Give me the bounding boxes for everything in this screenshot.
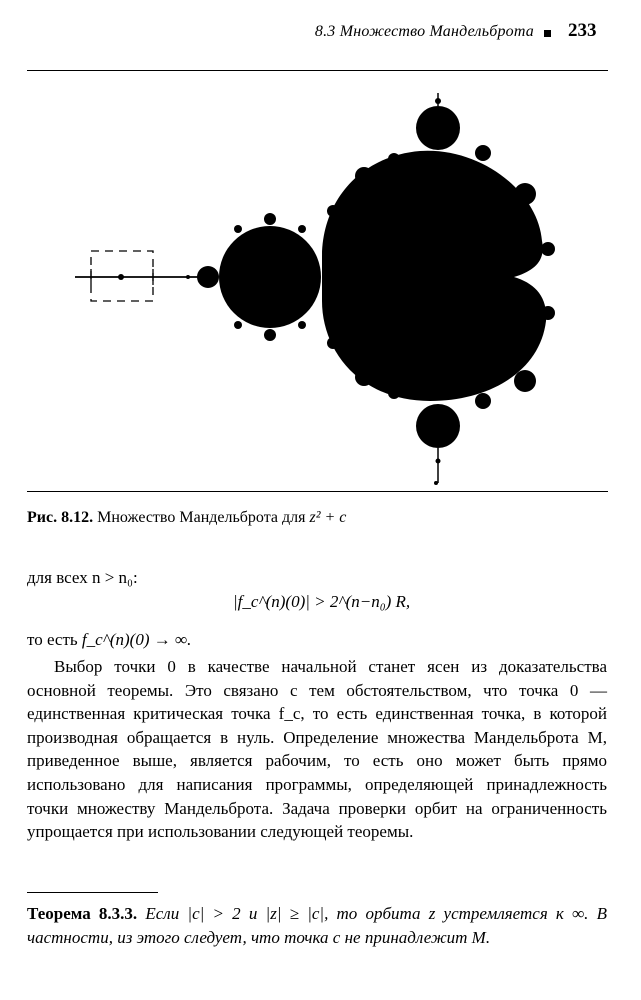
left-bulb	[197, 266, 219, 288]
tends-line	[27, 628, 191, 652]
period-2-bulb	[219, 226, 321, 328]
header-bullet	[544, 30, 551, 37]
figure-caption	[27, 509, 346, 527]
theorem-block	[27, 902, 607, 949]
top-bulb	[416, 106, 460, 150]
running-title: 8.3 Множество Мандельброта	[314, 23, 534, 40]
caption-math: z² + c	[309, 509, 347, 526]
theorem-rule	[27, 892, 158, 893]
bottom-bulb	[416, 404, 460, 448]
caption-label: Рис. 8.12.	[27, 509, 94, 526]
theorem-label: Теорема 8.3.3.	[27, 904, 138, 923]
figure-bottom-rule	[27, 491, 608, 492]
page-header	[0, 20, 641, 50]
mandelbrot-plot	[0, 71, 641, 491]
tends-prefix: то есть	[27, 630, 78, 649]
body-paragraph: Выбор точки 0 в качестве начальной станет ясен из доказательства основной теоремы. Это связано с тем обстоятельством, что точка 0 — единственная критическая точка f_c, то есть единственная точка, в которой производная обращается в нуль. Определение множества Мандельброта M, приведенное выше, является рабочим, то есть оно может быть прямо использовано для написания программы, определяющей принадлежность точки множеству Мандельброта. Задача проверки орбит на ограниченность упрощается при использовании следующей теоремы.	[27, 657, 607, 842]
page-number: 233	[568, 20, 597, 41]
theorem-text: Если |c| > 2 и |z| ≥ |c|, то орбита z устремляется к ∞. В частности, из этого следует, что точка c не принадлежит M.	[27, 904, 608, 947]
mandelbrot-figure	[0, 71, 641, 491]
intro-line: для всех n > n₀:	[27, 568, 138, 587]
display-formula: |f_c^(n)(0)| > 2^(n−n₀) R,	[233, 592, 411, 611]
caption-text: Множество Мандельброта для	[97, 509, 306, 526]
main-cardioid	[322, 151, 546, 401]
tends-math: f_c^(n)(0) → ∞.	[81, 630, 192, 649]
